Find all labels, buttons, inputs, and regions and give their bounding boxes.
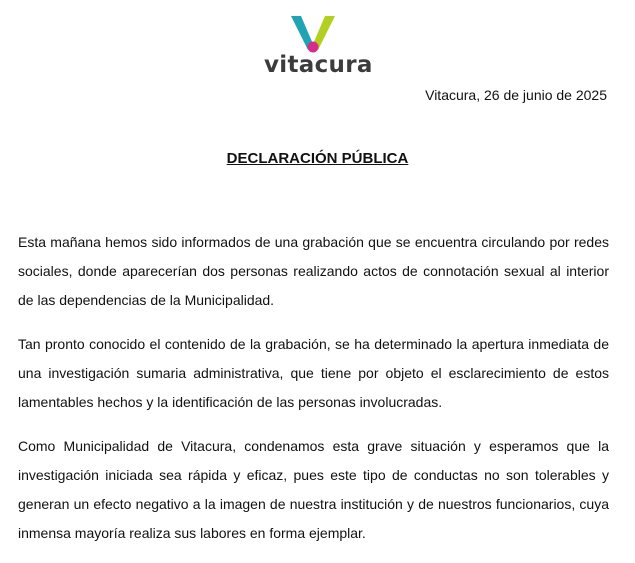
page-title: DECLARACIÓN PÚBLICA xyxy=(226,150,409,167)
paragraph: Esta mañana hemos sido informados de una grabación que se encuentra circulando por redes sociales, donde aparecerían dos personas realizando actos de connotación sexual al interior de las dependencias de la Municipalidad. xyxy=(18,234,609,308)
vitacura-v-mark-icon xyxy=(291,14,335,54)
vitacura-logo xyxy=(264,14,373,84)
logo-wordmark: vitacura xyxy=(264,52,373,78)
paragraph: Tan pronto conocido el contenido de la grabación, se ha determinado la apertura inmediata de una investigación sumaria administrativa, que tiene por objeto el esclarecimiento de estos lamentables hechos y la identificación de las personas involucradas. xyxy=(18,336,609,410)
statement-body xyxy=(18,228,609,563)
date-line: Vitacura, 26 de junio de 2025 xyxy=(425,87,607,103)
paragraph: Como Municipalidad de Vitacura, condenamos esta grave situación y esperamos que la investigación iniciada sea rápida y eficaz, pues este tipo de conductas no son tolerables y generan un efecto negativo a la imagen de nuestra institución y de nuestros funcionarios, cuya inmensa mayoría realiza sus labores en forma ejemplar. xyxy=(18,438,609,541)
